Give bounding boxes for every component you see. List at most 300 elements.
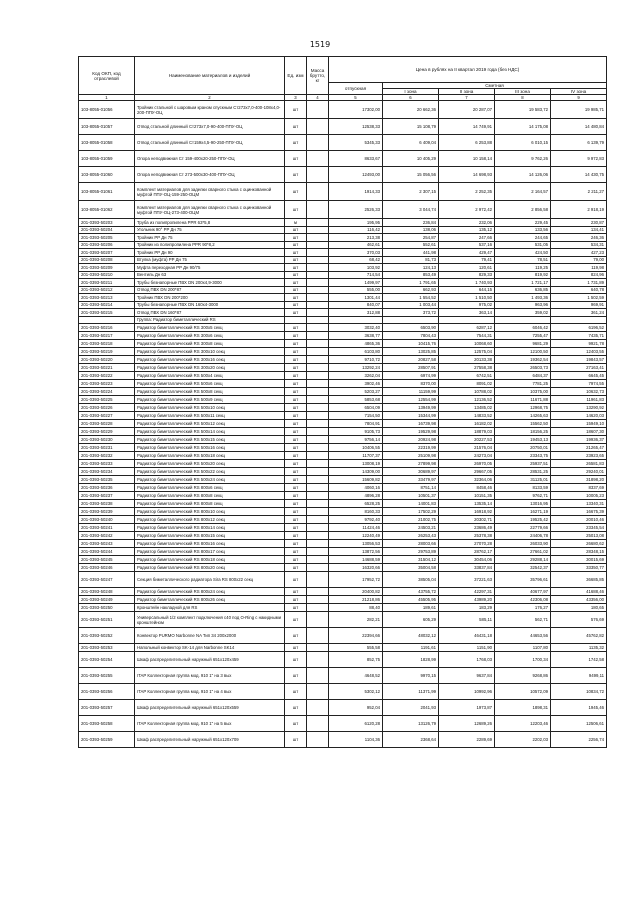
table-row	[79, 241, 607, 249]
cell-mass	[307, 716, 329, 732]
cell-price-release: 12240,49	[329, 532, 383, 540]
cell-price-zone-4: 16675,39	[551, 508, 607, 516]
colnum: 1	[79, 95, 135, 101]
cell-mass	[307, 700, 329, 716]
cell-name: Радиатор биметаллический RS 500х6 секц	[135, 380, 285, 388]
cell-price-zone-1: 236,84	[383, 219, 439, 227]
cell-price-zone-3: 22779,66	[495, 524, 551, 532]
cell-unit: шт	[285, 412, 307, 420]
cell-code: 201-0393-50215	[79, 309, 135, 317]
cell-price-zone-4: 19843,57	[551, 356, 607, 364]
cell-code: 201-0393-50241	[79, 524, 135, 532]
cell-code: 201-0393-50217	[79, 332, 135, 340]
table-row	[79, 279, 607, 287]
cell-code: 201-0393-50229	[79, 428, 135, 436]
cell-price-zone-3: 6 010,15	[495, 135, 551, 151]
table-row	[79, 356, 607, 364]
cell-unit: шт	[285, 716, 307, 732]
cell-mass	[307, 548, 329, 556]
cell-unit: шт	[285, 596, 307, 604]
table-row	[79, 201, 607, 219]
cell-mass	[307, 372, 329, 380]
cell-mass	[307, 301, 329, 309]
cell-price-release: 68,42	[329, 256, 383, 264]
cell-price-release: 12493,00	[329, 167, 383, 183]
cell-price-zone-4: 230,87	[551, 219, 607, 227]
table-row	[79, 548, 607, 556]
cell-unit: шт	[285, 151, 307, 167]
cell-price-zone-2: 21576,04	[439, 444, 495, 452]
cell-price-zone-2: 26970,05	[439, 460, 495, 468]
cell-unit: шт	[285, 460, 307, 468]
cell-mass	[307, 460, 329, 468]
cell-unit: шт	[285, 324, 307, 332]
cell-price-release: 12538,33	[329, 119, 383, 135]
table-row	[79, 588, 607, 596]
cell-mass	[307, 628, 329, 644]
cell-price-zone-4: 9499,11	[551, 668, 607, 684]
header-mass: Масса брутто, кг	[307, 57, 329, 95]
cell-price-release	[329, 316, 383, 324]
cell-mass	[307, 444, 329, 452]
cell-code: 201-0393-50212	[79, 286, 135, 294]
cell-unit: шт	[285, 332, 307, 340]
cell-price-zone-2: 28762,17	[439, 548, 495, 556]
cell-price-zone-1: 1 003,44	[383, 301, 439, 309]
price-table	[78, 56, 607, 748]
cell-price-release: 312,88	[329, 309, 383, 317]
cell-mass	[307, 271, 329, 279]
table-row	[79, 428, 607, 436]
cell-price-zone-1: 605,29	[383, 612, 439, 628]
cell-code: 201-0393-50214	[79, 301, 135, 309]
cell-name: Втулка (муфта) PP Дн 75	[135, 256, 285, 264]
cell-code: 201-0393-50233	[79, 460, 135, 468]
cell-price-zone-1: 33479,97	[383, 476, 439, 484]
table-row	[79, 249, 607, 257]
cell-price-zone-1: 19529,98	[383, 428, 439, 436]
cell-code: 201-0393-50256	[79, 684, 135, 700]
cell-code: 201-0393-50208	[79, 256, 135, 264]
cell-price-zone-2: 33837,84	[439, 564, 495, 572]
page-number: 1519	[309, 40, 331, 49]
cell-price-zone-3: 12968,75	[495, 404, 551, 412]
table-row	[79, 484, 607, 492]
cell-unit: шт	[285, 628, 307, 644]
cell-name: Отвод ПВХ DN 160*87	[135, 309, 285, 317]
table-row	[79, 508, 607, 516]
colnum: 4	[307, 95, 329, 101]
cell-price-zone-4: 10834,72	[551, 684, 607, 700]
cell-mass	[307, 484, 329, 492]
cell-price-release: 16320,66	[329, 564, 383, 572]
cell-price-zone-4: 2 918,19	[551, 201, 607, 219]
cell-price-zone-3: 562,71	[495, 612, 551, 628]
cell-price-zone-3: 11671,88	[495, 396, 551, 404]
cell-price-release: 952,04	[329, 700, 383, 716]
cell-price-zone-2: 1151,90	[439, 644, 495, 652]
cell-price-zone-3: 6484,37	[495, 372, 551, 380]
cell-price-zone-2: 537,16	[439, 241, 495, 249]
cell-price-zone-2: 1973,87	[439, 700, 495, 716]
cell-name: Радиатор биметаллический RS 800х17 секц	[135, 548, 285, 556]
cell-price-zone-4: 969,91	[551, 301, 607, 309]
cell-price-zone-1: 28003,66	[383, 540, 439, 548]
table-row	[79, 460, 607, 468]
cell-unit: шт	[285, 452, 307, 460]
cell-price-zone-1: 2368,64	[383, 732, 439, 748]
cell-name: ITAP Коллекторная группа мод. 910 1" на 4 вых	[135, 684, 285, 700]
table-row	[79, 264, 607, 272]
cell-price-zone-3: 1898,31	[495, 700, 551, 716]
cell-code: 201-0393-50216	[79, 324, 135, 332]
cell-code: 201-0393-50235	[79, 476, 135, 484]
cell-unit: шт	[285, 309, 307, 317]
cell-mass	[307, 508, 329, 516]
cell-price-zone-3: 14 126,06	[495, 167, 551, 183]
cell-price-release: 1914,33	[329, 183, 383, 201]
cell-unit: шт	[285, 364, 307, 372]
cell-price-zone-3: 19453,13	[495, 436, 551, 444]
cell-unit: шт	[285, 516, 307, 524]
cell-mass	[307, 452, 329, 460]
cell-unit: шт	[285, 652, 307, 668]
cell-price-zone-2: 10788,02	[439, 388, 495, 396]
cell-name: Радиатор биметаллический RS 300х10 секц	[135, 348, 285, 356]
cell-unit: шт	[285, 286, 307, 294]
table-row	[79, 348, 607, 356]
table-row	[79, 404, 607, 412]
cell-unit: шт	[285, 556, 307, 564]
cell-price-release: 15609,82	[329, 476, 383, 484]
cell-unit: шт	[285, 564, 307, 572]
header-release: отпускная	[329, 83, 383, 95]
cell-name: Радиатор биметаллический RS 300х20 секц	[135, 364, 285, 372]
cell-price-zone-1: 31504,12	[383, 556, 439, 564]
cell-unit: шт	[285, 420, 307, 428]
cell-unit	[285, 316, 307, 324]
cell-price-zone-1: 11159,99	[383, 388, 439, 396]
cell-price-zone-2: 18879,03	[439, 428, 495, 436]
cell-price-zone-1: 1828,99	[383, 652, 439, 668]
cell-price-zone-2: 13535,14	[439, 500, 495, 508]
cell-unit: шт	[285, 388, 307, 396]
cell-price-zone-3: 26033,90	[495, 540, 551, 548]
cell-name: Шкаф распределительный наружный 651х120х459	[135, 652, 285, 668]
cell-mass	[307, 492, 329, 500]
cell-price-release: 13292,24	[329, 364, 383, 372]
cell-price-zone-3: 42306,08	[495, 596, 551, 604]
table-row	[79, 468, 607, 476]
cell-name: Тройник ПВХ DN 200*200	[135, 294, 285, 302]
cell-name: Шкаф распределительный наружный 651х120х559	[135, 700, 285, 716]
cell-price-zone-4: 12506,61	[551, 716, 607, 732]
cell-name: Радиатор биметаллический RS 800х12 секц	[135, 516, 285, 524]
cell-code: 201-0393-50237	[79, 492, 135, 500]
cell-price-release: 13056,53	[329, 540, 383, 548]
cell-price-zone-4: 27163,41	[551, 364, 607, 372]
cell-unit: шт	[285, 271, 307, 279]
cell-price-release: 5345,33	[329, 135, 383, 151]
cell-mass	[307, 324, 329, 332]
cell-code: 201-0393-50239	[79, 508, 135, 516]
cell-price-zone-3: 16271,19	[495, 508, 551, 516]
cell-price-zone-4: 427,23	[551, 249, 607, 257]
cell-price-zone-2: 12689,26	[439, 716, 495, 732]
cell-price-zone-3: 636,85	[495, 286, 551, 294]
cell-unit: шт	[285, 135, 307, 151]
table-row	[79, 628, 607, 644]
cell-price-zone-4: 29240,01	[551, 468, 607, 476]
cell-price-zone-1: 13025,85	[383, 348, 439, 356]
cell-mass	[307, 234, 329, 242]
cell-price-release: 5853,68	[329, 396, 383, 404]
cell-price-release: 7154,50	[329, 412, 383, 420]
cell-name: Радиатор биметаллический RS 500х18 секц	[135, 452, 285, 460]
cell-price-zone-3: 963,96	[495, 301, 551, 309]
table-row	[79, 572, 607, 588]
cell-price-zone-4: 1 502,59	[551, 294, 607, 302]
cell-price-release: 8160,33	[329, 508, 383, 516]
cell-price-zone-4: 7435,71	[551, 332, 607, 340]
cell-name: Радиатор биметаллический RS 800х14 секц	[135, 524, 285, 532]
cell-price-zone-1: 43755,72	[383, 588, 439, 596]
cell-price-zone-3: 9 762,26	[495, 151, 551, 167]
cell-code: 201-0393-50248	[79, 588, 135, 596]
cell-price-zone-4: 31898,20	[551, 476, 607, 484]
table-row	[79, 234, 607, 242]
table-row	[79, 372, 607, 380]
cell-price-zone-2: 12136,52	[439, 396, 495, 404]
cell-price-zone-4: 36685,85	[551, 572, 607, 588]
cell-unit: шт	[285, 396, 307, 404]
cell-unit: шт	[285, 340, 307, 348]
cell-unit: шт	[285, 548, 307, 556]
cell-price-zone-3: 19362,54	[495, 356, 551, 364]
cell-mass	[307, 241, 329, 249]
table-row	[79, 732, 607, 748]
cell-price-release: 5302,12	[329, 684, 383, 700]
cell-name: Радиатор биметаллический RS 500х12 секц	[135, 420, 285, 428]
cell-code: 201-0393-50213	[79, 294, 135, 302]
cell-mass	[307, 596, 329, 604]
cell-price-zone-1: 6 409,04	[383, 135, 439, 151]
cell-mass	[307, 404, 329, 412]
table-row	[79, 396, 607, 404]
colnum: 8	[495, 95, 551, 101]
cell-price-zone-4: 119,98	[551, 264, 607, 272]
cell-name: Тройник из полипропилена PPR 90*8,2	[135, 241, 285, 249]
cell-name: Радиатор биметаллический RS 800х10 секц	[135, 508, 285, 516]
cell-name: Радиатор биметаллический RS 500х16 секц	[135, 444, 285, 452]
cell-price-zone-1: 2041,93	[383, 700, 439, 716]
cell-price-zone-2: 120,61	[439, 264, 495, 272]
cell-mass	[307, 524, 329, 532]
cell-price-zone-2: 2 972,42	[439, 201, 495, 219]
cell-mass	[307, 516, 329, 524]
cell-price-zone-2: 20 287,07	[439, 101, 495, 119]
cell-price-zone-1: 29753,89	[383, 548, 439, 556]
cell-price-zone-1: 8370,00	[383, 380, 439, 388]
cell-price-release: 9710,72	[329, 356, 383, 364]
cell-price-zone-1: 13949,99	[383, 404, 439, 412]
cell-mass	[307, 286, 329, 294]
cell-unit: шт	[285, 468, 307, 476]
cell-price-zone-3: 531,05	[495, 241, 551, 249]
cell-name: Труба из полипропилена PPR 63*5,8	[135, 219, 285, 227]
cell-code: 201-0393-50257	[79, 700, 135, 716]
cell-price-zone-2: 1768,03	[439, 652, 495, 668]
cell-price-zone-2	[439, 316, 495, 324]
cell-price-zone-1	[383, 316, 439, 324]
cell-unit: шт	[285, 249, 307, 257]
cell-mass	[307, 644, 329, 652]
cell-price-zone-1: 30689,97	[383, 468, 439, 476]
cell-price-zone-1: 662,93	[383, 286, 439, 294]
table-row	[79, 476, 607, 484]
cell-price-zone-1: 15 056,56	[383, 167, 439, 183]
cell-mass	[307, 388, 329, 396]
cell-unit: шт	[285, 301, 307, 309]
cell-mass	[307, 201, 329, 219]
cell-name: Радиатор биметаллический RS 800х18 секц	[135, 556, 285, 564]
colnum: 3	[285, 95, 307, 101]
cell-price-zone-1: 27899,98	[383, 460, 439, 468]
cell-price-zone-4: 246,36	[551, 234, 607, 242]
cell-price-zone-4: 7974,55	[551, 380, 607, 388]
cell-price-zone-1: 8751,14	[383, 484, 439, 492]
cell-code: 201-0393-50224	[79, 388, 135, 396]
cell-mass	[307, 668, 329, 684]
cell-unit: шт	[285, 428, 307, 436]
cell-price-release: 1499,97	[329, 279, 383, 287]
cell-price-zone-4: 1 731,89	[551, 279, 607, 287]
cell-price-zone-2: 16182,02	[439, 420, 495, 428]
cell-name: Радиатор биметаллический RS 800х24 секц	[135, 588, 285, 596]
cell-mass	[307, 380, 329, 388]
cell-price-zone-4: 12403,55	[551, 348, 607, 356]
cell-price-release: 17302,00	[329, 101, 383, 119]
cell-price-zone-1: 189,61	[383, 604, 439, 612]
cell-code: 201-0393-50252	[79, 628, 135, 644]
cell-unit: шт	[285, 604, 307, 612]
cell-price-zone-2: 24273,04	[439, 452, 495, 460]
cell-mass	[307, 316, 329, 324]
cell-price-zone-3: 1 493,36	[495, 294, 551, 302]
cell-code: 103-8055-01061	[79, 183, 135, 201]
cell-code: 201-0393-50230	[79, 436, 135, 444]
cell-price-release: 714,54	[329, 271, 383, 279]
cell-unit: шт	[285, 492, 307, 500]
cell-price-zone-3: 229,45	[495, 219, 551, 227]
cell-name: Радиатор биметаллический RS 800х20 секц	[135, 564, 285, 572]
cell-name: Отвод стальной длинный Ст159х4,5-90-250-ППУ-ОЦ	[135, 135, 285, 151]
cell-price-zone-4: 11961,83	[551, 396, 607, 404]
cell-unit: шт	[285, 484, 307, 492]
cell-price-zone-2: 20302,71	[439, 516, 495, 524]
cell-price-release: 2526,33	[329, 201, 383, 219]
cell-price-zone-3: 29288,14	[495, 556, 551, 564]
cell-unit: шт	[285, 444, 307, 452]
table-row	[79, 604, 607, 612]
cell-price-zone-4: 576,69	[551, 612, 607, 628]
cell-mass	[307, 428, 329, 436]
cell-price-zone-4: 79,00	[551, 256, 607, 264]
cell-name: Комплект материалов для заделки сварного стыка с оцинкованной муфтой ППУ-ОЦ-159-250-ОЦМ	[135, 183, 285, 201]
table-row	[79, 532, 607, 540]
cell-name: Универсальный 1/2 комплект подключения с40 под O-Ring с накидными кронштейном	[135, 612, 285, 628]
cell-price-zone-4: 6645,45	[551, 372, 607, 380]
cell-code: 201-0393-50246	[79, 564, 135, 572]
cell-price-zone-2: 42297,31	[439, 588, 495, 596]
cell-unit: шт	[285, 167, 307, 183]
table-row	[79, 380, 607, 388]
cell-price-zone-3: 78,51	[495, 256, 551, 264]
cell-price-zone-2: 29667,05	[439, 468, 495, 476]
cell-price-zone-1: 24503,21	[383, 524, 439, 532]
cell-name: Радиатор биметаллический RS 800х8 секц	[135, 492, 285, 500]
cell-price-zone-2: 9637,84	[439, 668, 495, 684]
cell-name: Радиатор биметаллический RS 800х26 секц	[135, 596, 285, 604]
cell-price-zone-2: 585,11	[439, 612, 495, 628]
cell-name: Радиатор биметаллический RS 800х15 секц	[135, 532, 285, 540]
cell-unit: шт	[285, 241, 307, 249]
cell-price-zone-1: 48032,12	[383, 628, 439, 644]
cell-price-zone-3: 19 583,72	[495, 101, 551, 119]
cell-name: Радиатор биметаллический RS 300х6 секц	[135, 332, 285, 340]
cell-price-zone-4: 2 211,27	[551, 183, 607, 201]
cell-price-zone-4: 33350,77	[551, 564, 607, 572]
cell-code: 201-0393-50236	[79, 484, 135, 492]
cell-unit: шт	[285, 532, 307, 540]
cell-unit: шт	[285, 372, 307, 380]
table-row	[79, 556, 607, 564]
table-row	[79, 652, 607, 668]
cell-price-zone-3: 2 856,58	[495, 201, 551, 219]
cell-price-zone-3: 119,25	[495, 264, 551, 272]
cell-price-zone-1: 15344,99	[383, 412, 439, 420]
cell-price-zone-1: 20924,98	[383, 436, 439, 444]
cell-price-zone-3: 27661,02	[495, 548, 551, 556]
cell-price-zone-3: 35796,61	[495, 572, 551, 588]
cell-price-zone-4: 41688,46	[551, 588, 607, 596]
cell-price-zone-1: 26253,43	[383, 532, 439, 540]
cell-unit: шт	[285, 183, 307, 201]
cell-price-zone-2: 27070,28	[439, 540, 495, 548]
cell-code: 201-0393-50242	[79, 532, 135, 540]
cell-price-zone-4: 13340,31	[551, 500, 607, 508]
cell-code: 201-0393-50222	[79, 372, 135, 380]
cell-price-zone-1: 14001,83	[383, 500, 439, 508]
cell-name: Радиатор биметаллический RS 500х22 секц	[135, 468, 285, 476]
cell-mass	[307, 309, 329, 317]
table-row	[79, 540, 607, 548]
cell-price-zone-2: 10992,96	[439, 684, 495, 700]
cell-price-zone-4: 1742,58	[551, 652, 607, 668]
cell-unit: шт	[285, 356, 307, 364]
table-row	[79, 324, 607, 332]
cell-price-zone-1: 38505,04	[383, 572, 439, 588]
cell-price-zone-3: 40677,97	[495, 588, 551, 596]
cell-price-zone-1: 13126,79	[383, 716, 439, 732]
cell-mass	[307, 264, 329, 272]
cell-mass	[307, 219, 329, 227]
table-row	[79, 500, 607, 508]
cell-price-zone-3: 25937,51	[495, 460, 551, 468]
cell-price-release: 17952,72	[329, 572, 383, 588]
cell-price-zone-4: 6 139,79	[551, 135, 607, 151]
cell-name: Группа: Радиатор биметаллический RS	[135, 316, 285, 324]
